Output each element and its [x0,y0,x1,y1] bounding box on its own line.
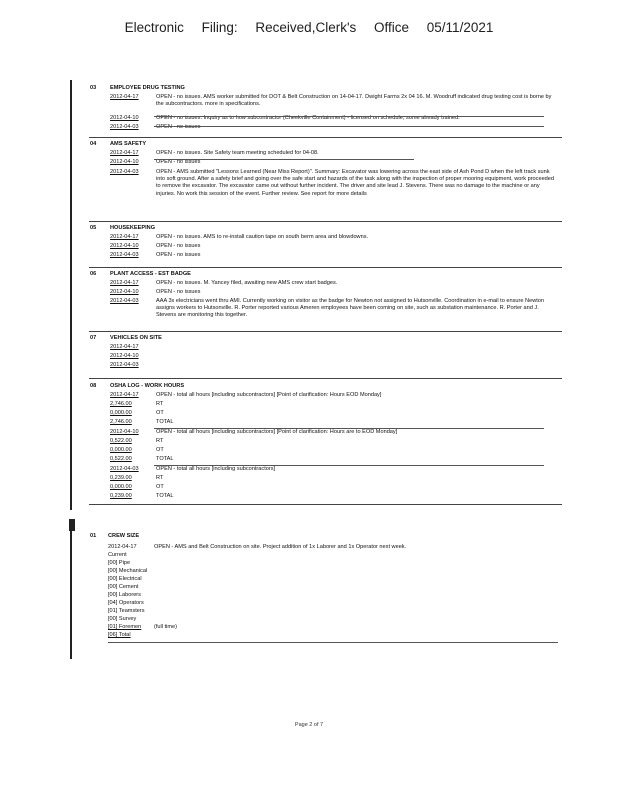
row-date: 2012-04-17 [110,94,139,100]
section-title: PLANT ACCESS - EST BADGE [110,271,191,277]
table-row [110,429,560,436]
table-row [110,466,560,473]
row-date: 2012-04-03 [110,169,139,175]
section-title: EMPLOYEE DRUG TESTING [110,85,185,91]
section-number: 05 [90,225,97,231]
hours-value: 0,522.00 [110,438,132,444]
row-date: 2012-04-10 [110,159,139,165]
row-text: OPEN - no issues [156,252,201,258]
hours-value: 0,000.00 [110,410,132,416]
row-divider [154,159,414,160]
row-text: OPEN - total all hours [including subcontractors] [Point of clarification: Hours EOD Monday] [156,392,382,398]
table-row [110,392,560,399]
section-title: CREW SIZE [108,533,140,539]
current-label: Current [108,552,127,558]
row-divider [154,116,544,117]
hours-value: 2,746.00 [110,401,132,407]
crew-item: [00] Cement [108,584,139,590]
row-date: 2012-04-17 [110,344,139,350]
table-row [110,94,560,108]
row-date: 2012-04-17 [110,280,139,286]
hours-line [110,456,174,463]
table-row [110,353,156,360]
row-date: 2012-04-10 [110,115,139,121]
row-divider [154,428,544,429]
row-text: OPEN - AMS submitted "Lessons Learned (Near Miss Report)". Summary: Excavator was lowering across the east side of Ash Pond D when the left track sunk into soft ground. After a safety brief and going over the safe start and hazards of the task along with the inspection of proper mooring equipment, work proceeded to remove the excavator. The excavator came out without further incident. The driver and site lead J. Stevens. There was no damage to the machine or any injuries. No work this session of the event. Further review. See report for more details [156,169,555,197]
hours-line [110,401,163,408]
hours-value: 0,000.00 [110,484,132,490]
table-row [110,234,560,241]
crew-item: [06] Total [108,632,131,638]
row-date: 2012-04-10 [110,429,139,435]
table-row [110,252,560,259]
section-divider [89,137,562,138]
table-row [110,243,560,250]
row-date: 2012-04-03 [110,124,139,130]
crew-item: [01] Teamsters [108,608,145,614]
row-date: 2012-04-17 [110,392,139,398]
section-title: HOUSEKEEPING [110,225,156,231]
filing-header: Electronic Filing: Received,Clerk's Office 05/11/2021 [124,20,494,35]
row-text: OPEN - AMS and Belt Construction on site. Project addition of 1x Laborer and 1x Operator next week. [154,544,407,550]
row-text: AAA 3x electricians went thru AMI. Currently working on visitor as the badge for Newton not assigned to Hutsonville. Coordination in e-mail to ensure Newton assigns workers to Hutsonville. R. Porter reported various Ameren employees have been coming on site, such as substation maintenance. R. Porter and J. Stevens are monitoring this together. [156,298,545,319]
hours-label: OT [156,410,164,416]
hours-label: OT [156,484,164,490]
hours-value: 0,239.00 [110,493,132,499]
hours-label: TOTAL [156,419,174,425]
crew-item: [00] Laborers [108,592,141,598]
row-date: 2012-04-03 [110,362,139,368]
section-divider [108,642,558,643]
row-date: 2012-04-03 [110,466,139,472]
row-text: OPEN - no issues. Site Safety team meeting scheduled for 04-08. [156,150,319,156]
crew-item: [00] Survey [108,616,137,622]
hours-line [110,493,174,500]
table-row [110,289,560,296]
hours-line [110,475,163,482]
table-row [110,159,560,166]
hours-label: RT [156,401,164,407]
hours-label: TOTAL [156,456,174,462]
crew-item: [04] Operators [108,600,144,606]
crew-item: [00] Pipe [108,560,131,566]
crew-item: [01] Foremen [108,624,142,630]
row-date: 2012-04-10 [110,243,139,249]
section-divider [89,331,562,332]
section-number: 07 [90,335,97,341]
row-text: OPEN - no issues [156,124,201,130]
hours-line [110,484,164,491]
row-text: OPEN - total all hours [including subcontractors] [Point of clarification: Hours are to EOD Monday] [156,429,398,435]
hours-label: TOTAL [156,493,174,499]
row-text: OPEN - no issues [156,243,201,249]
row-divider [154,465,544,466]
foremen-note: (full time) [154,624,177,630]
hours-line [110,419,174,426]
section-number: 04 [90,141,97,147]
section-number: 01 [90,533,97,539]
table-row [110,362,156,369]
section-title: AMS SAFETY [110,141,147,147]
section-divider [89,221,562,222]
row-date: 2012-04-10 [110,289,139,295]
section-number: 06 [90,271,97,277]
section-title: OSHA LOG - WORK HOURS [110,383,185,389]
table-row [110,150,560,157]
hours-value: 0,239.00 [110,475,132,481]
row-text: OPEN - total all hours [including subcontractors] [156,466,276,472]
section-divider [89,378,562,379]
section-divider [89,267,562,268]
crew-item: [00] Electrical [108,576,142,582]
row-text: OPEN - no issues. AMS to re-install caution tape on south berm area and blowdowns. [156,234,369,240]
section-number: 03 [90,85,97,91]
table-row [110,344,156,351]
section-divider [89,504,562,505]
section-title: VEHICLES ON SITE [110,335,162,341]
status-table-lower [70,519,562,659]
table-row [110,169,560,198]
page-number: Page 2 of 7 [294,722,324,728]
hours-line [110,447,164,454]
row-date: 2012-04-03 [110,298,139,304]
row-date: 2012-04-17 [110,234,139,240]
crew-item: [00] Mechanical [108,568,148,574]
row-date: 2012-04-17 [110,150,139,156]
page-tab-marker [69,519,75,531]
row-text: OPEN - no issues. M. Yancey filed, awaiting new AMS crew start badges. [156,280,338,286]
row-divider [154,126,544,127]
hours-label: OT [156,447,164,453]
hours-label: RT [156,475,164,481]
row-date: 2012-04-17 [108,544,137,550]
section-number: 08 [90,383,97,389]
row-text: OPEN - no issues. Inquiry as to how subcontractor (Cheekville Containment) - licensed on schedule, some already trained. [156,115,460,121]
row-text: OPEN - no issues [156,289,201,295]
row-text: OPEN - no issues. AMS worker submitted for DOT & Belt Construction on 14-04-17. Dwight Farms 2x 04 16. M. Woodruff indicated drug testing cost is borne by the subcontractors. more in specifications. [156,94,552,108]
status-table-upper [70,80,562,510]
hours-label: RT [156,438,164,444]
table-row [110,298,560,320]
hours-value: 2,746.00 [110,419,132,425]
hours-value: 0,522.00 [110,456,132,462]
row-date: 2012-04-10 [110,353,139,359]
hours-value: 0,000.00 [110,447,132,453]
table-row [110,280,560,287]
row-text: OPEN - no issues [156,159,201,165]
hours-line [110,410,164,417]
hours-line [110,438,163,445]
row-date: 2012-04-03 [110,252,139,258]
